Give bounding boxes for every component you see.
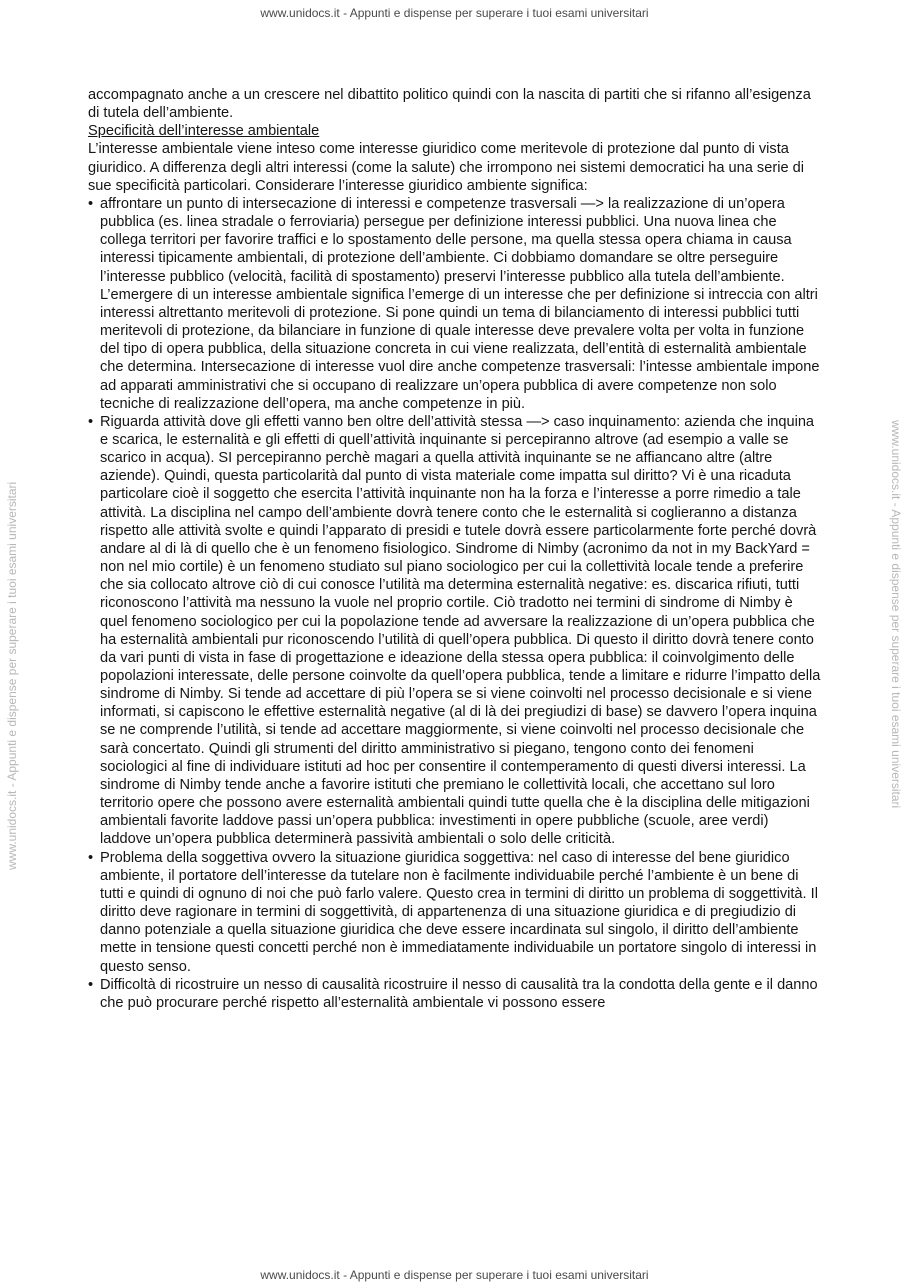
bullet-text: affrontare un punto di intersecazione di interessi e competenze trasversali —> la realizzazione di un’opera pubblica (es. linea stradale o ferroviaria) persegue per definizione interessi pubblici. Una nuova linea che collega territori per favorire traffici e lo spostamento delle persone, ma quella stessa opera chiama in causa interessi tipicamente ambientali, di protezione dell’ambiente. Ci dobbiamo domandare se oltre perseguire l’interesse pubblico (velocità, facilità di spostamento) preservi l’interesse pubblico alla tutela dell’ambiente. L’emergere di un interesse ambientale significa l’emerge di un interesse che per definizione si intreccia con altri interessi altrettanto meritevoli di protezione. Si pone quindi un tema di bilanciamento di interessi pubblici tutti meritevoli di protezione, da bilanciare in funzione di quale interesse deve prevalere volta per volta in funzione del tipo di opera pubblica, della situazione concreta in cui viene realizzata, dell’entità di esternalità ambientale che determina. Intersecazione di interesse vuol dire anche competenze trasversali: l’intesse ambientale impone ad apparati amministrativi che si occupano di realizzare un’opera pubblica di avere competenze non solo tecniche di realizzazione dell’opera, ma anche competenze in più. (100, 195, 820, 412)
header-watermark: www.unidocs.it - Appunti e dispense per superare i tuoi esami universitari (260, 6, 649, 20)
bullet-dot-icon: • (88, 849, 94, 866)
bullet-dot-icon: • (88, 413, 94, 430)
bullet-text: Problema della soggettiva ovvero la situazione giuridica soggettiva: nel caso di interesse del bene giuridico ambiente, il portatore dell’interesse da tutelare non è facilmente individuabile perché l’ambiente è un bene di tutti e quindi di ognuno di noi che può farlo valere. Questo crea in termini di diritto un problema di soggettività. Il diritto deve ragionare in termini di soggettività, di appartenenza di una situazione giuridica e di pregiudizio di danno potenziale a quella situazione giuridica che deve essere incardinata sul singolo, il diritto dell’ambiente mette in tensione questi concetti perché non è immediatamente individuabile un portatore singolo di interessi in questo senso. (100, 849, 818, 975)
bullet-text: Riguarda attività dove gli effetti vanno ben oltre dell’attività stessa —> caso inquinamento: azienda che inquina e scarica, le esternalità e gli effetti di quell’attività inquinante si percepiranno altrove (ad esempio a valle se scarico in acqua). SI percepiranno perchè magari a quella attività inquinante se ne affiancano altre (altre aziende). Quindi, questa particolarità dal punto di vista materiale come impatta sul diritto? Vi è una ricaduta particolare cioè il soggetto che esercita l’attività inquinante non ha la forza e l’interesse a porre rimedio a tale attività. La disciplina nel campo dell’ambiente dovrà tenere conto che le esternalità si coglieranno a distanza rispetto alle attività svolte e quindi l’apparato di presidi e tutele dovrà essere particolarmente forte perché dovrà andare al di là di quello che è un fenomeno fisiologico. Sindrome di Nimby (acronimo da not in my BackYard = non nel mio cortile) è un fenomeno studiato sul piano sociologico per cui la collettività locale tende a preferire che sia collocato altrove ciò di cui conosce l’utilità ma determina esternalità negative: es. discarica rifiuti, tutti riconoscono l’attività ma nessuno la vuole nel proprio cortile. Ciò tradotto nei termini di sindrome di Nimby è quel fenomeno sociologico per cui la popolazione tende ad avversare la realizzazione di un’opera pubblica che ha esternalità ambientali pur riconoscendo l’utilità di quell’opera pubblica. Di questo il diritto dovrà tenere conto da vari punti di vista in fase di progettazione e ideazione della stessa opera pubblica: il coinvolgimento delle popolazioni interessate, delle persone coinvolte da quell’opera pubblica, tende a limitare e ridurre l’impatto della sindrome di Nimby. Si tende ad accettare di più l’opera se si viene coinvolti nel processo decisionale e si viene informati, si capiscono le effettive esternalità negative (al di là dei pregiudizi di base) se davvero l’opera inquina se ne comprende l’utilità, si tende ad accettare maggiormente, si viene coinvolti nel processo decisionale che sarà concertato. Quindi gli strumenti del diritto amministrativo si piegano, tengono conto dei fenomeni sociologici al fine di individuare istituti ad hoc per consentire il contemperamento di questi diversi interessi. La sindrome di Nimby tende anche a favorire istituti che premiano le collettività locali, che accettano sul loro territorio opere che possono avere esternalità ambientali quindi tutte quella che è la disciplina delle mitigazioni ambientali favorite laddove passi un’opera pubblica: investimenti in opere pubbliche (scuole, aree verdi) laddove un’opera pubblica determinerà passività ambientali o solo delle criticità. (100, 413, 821, 848)
bullet-item (88, 413, 823, 849)
section-title: Specificità dell’interesse ambientale (88, 123, 320, 140)
intro-paragraph: accompagnato anche a un crescere nel dibattito politico quindi con la nascita di partiti che si rifanno all’esigenza di tutela dell’ambiente. (88, 87, 811, 122)
bullet-list (88, 195, 823, 1012)
document-body (88, 86, 823, 1012)
bullet-text: Difficoltà di ricostruire un nesso di causalità ricostruire il nesso di causalità tra la condotta della gente e il danno che può procurare perché rispetto all’esternalità ambientale vi possono essere (100, 976, 818, 1011)
bullet-dot-icon: • (88, 195, 94, 212)
bullet-item (88, 976, 823, 1012)
right-side-watermark: www.unidocs.it - Appunti e dispense per superare i tuoi esami universitari (889, 420, 903, 809)
footer-watermark: www.unidocs.it - Appunti e dispense per superare i tuoi esami universitari (260, 1268, 649, 1282)
bullet-dot-icon: • (88, 976, 94, 993)
bullet-item (88, 195, 823, 413)
left-side-watermark: www.unidocs.it - Appunti e dispense per superare i tuoi esami universitari (5, 481, 19, 870)
bullet-item (88, 849, 823, 976)
section-intro-paragraph: L’interesse ambientale viene inteso come interesse giuridico come meritevole di protezione dal punto di vista giuridico. A differenza degli altri interessi (come la salute) che irrompono nei sistemi democratici ha una serie di sue specificità particolari. Considerare l’interesse giuridico ambiente significa: (88, 141, 804, 194)
